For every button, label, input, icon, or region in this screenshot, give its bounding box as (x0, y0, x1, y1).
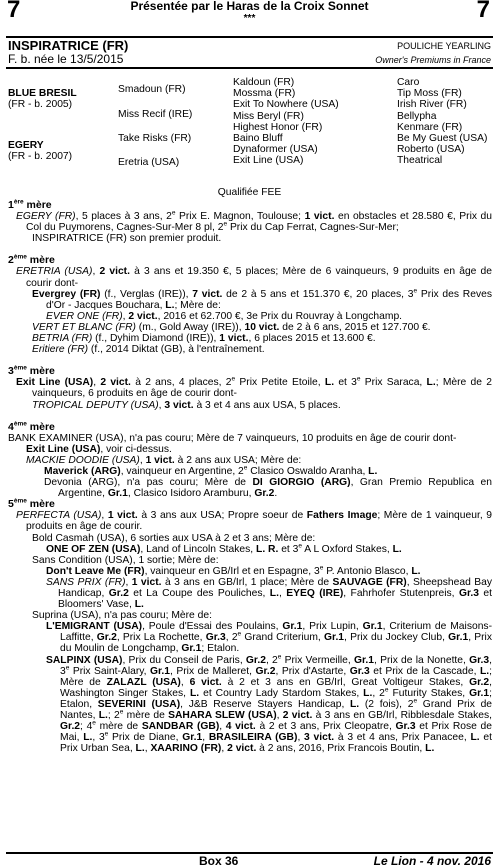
para-inspiratrice: INSPIRATRICE (FR) son premier produit. (32, 233, 222, 245)
gen2-2: Miss Recif (IRE) (118, 109, 193, 120)
para-perfecta: PERFECTA (USA), 1 vict. à 3 ans aux USA; Propre soeur de Fathers Image; Mère de 1 vainqueur, 9 produits en âge de courir. (16, 510, 492, 533)
section-1ere-mere: 1ère mère (8, 198, 52, 211)
gen3-3: Exit To Nowhere (USA) (233, 99, 339, 111)
para-sans-prix: SANS PRIX (FR), 1 vict. à 3 ans en GB/Irl, 1 place; Mère de SAUVAGE (FR), Sheepshead Bay Handicap, Gr.2 et La Coupe des Pouliches, L., EYEQ (IRE), Fahrhofer Stutenpreis, Gr.3 et Bloomers' Vase, L. (46, 576, 492, 611)
para-bank-examiner: BANK EXAMINER (USA), n'a pas couru; Mère de 7 vainqueurs, 10 produits en âge de courir dont- (8, 432, 457, 444)
para-devonia: Devonia (ARG), n'a pas couru; Mère de DI GIORGIO (ARG), Gran Premio Republica en Argentine, Gr.1, Clasico Isidoro Aramburu, Gr.2. (44, 477, 493, 500)
section-2eme-mere: 2ème mère (8, 253, 55, 267)
family-text (8, 200, 492, 754)
box-number-right: 7 (476, 0, 490, 23)
dam-name: EGERY (8, 140, 44, 151)
gen2-4: Eretria (USA) (118, 157, 180, 168)
gen4-7: Roberto (USA) (397, 144, 465, 156)
gen2-3: Take Risks (FR) (118, 133, 192, 144)
para-exit-line: Exit Line (USA), 2 vict. à 2 ans, 4 places, 2e Prix Petite Etoile, L. et 3e Prix Saraca, L.; Mère de 2 vainqueurs, 6 produits en âge de courir dont- (16, 375, 492, 400)
gen2-1: Smadoun (FR) (118, 84, 186, 95)
dam-block (8, 140, 72, 162)
gen4-5: Kenmare (FR) (397, 121, 463, 133)
para-suprina: Suprina (USA), n'a pas couru; Mère de: (32, 610, 212, 622)
section-3eme-mere: 3ème mère (8, 364, 55, 378)
sire-name: BLUE BRESIL (8, 88, 77, 99)
para-exit-line-2: Exit Line (USA), voir ci-dessus. (26, 443, 172, 455)
para-maverick: Maverick (ARG), vainqueur en Argentine, 2e Clasico Oswaldo Aranha, L. (44, 464, 378, 477)
gen4-4: Bellypha (397, 110, 437, 122)
para-betria: BETRIA (FR) (f., Dyhim Diamond (IRE)), 1 vict., 6 places 2015 et 13.600 €. (32, 333, 376, 345)
para-dont-leave-me: Don't Leave Me (FR), vainqueur en GB/Irl et en Espagne, 3e P. Antonio Blasco, L. (46, 564, 421, 577)
para-evergrey: Evergrey (FR) (f., Verglas (IRE)), 7 vict. de 2 à 5 ans et 151.370 €, 20 places, 3e Prix des Reves d'Or - Jacques Bouchara, L.; Mère de: (32, 287, 492, 311)
gen3-6: Baino Bluff (233, 132, 283, 144)
mid-rule (6, 67, 493, 69)
footer-venue: Le Lion - 4 nov. 2016 (373, 854, 491, 868)
gen4-column (397, 77, 487, 167)
owner-premiums: Owner's Premiums in France (375, 55, 491, 65)
dam-desc: (FR - b. 2007) (8, 151, 73, 163)
gen3-8: Exit Line (USA) (233, 155, 304, 167)
gen3-4: Miss Beryl (FR) (233, 110, 304, 122)
category: POULICHE YEARLING (397, 41, 491, 51)
gen4-3: Irish River (FR) (397, 99, 467, 111)
sire-block (8, 88, 77, 110)
gen4-6: Be My Guest (USA) (397, 132, 488, 144)
gen3-column (233, 77, 339, 167)
para-one-of-zen: ONE OF ZEN (USA), Land of Lincoln Stakes, L. R. et 3e A L Oxford Stakes, L. (46, 542, 402, 555)
para-egery: EGERY (FR), 5 places à 3 ans, 2e Prix E. Magnon, Toulouse; 1 vict. en obstacles et 28.580 €, Prix du Col du Puymorens, Cagnes-Sur-Mer 8 pl, 2e Prix du Cap Ferrat, Cagnes-Sur-Mer; (16, 209, 492, 234)
gen3-2: Mossma (FR) (233, 88, 296, 100)
qualified-label: Qualifiée FEE (217, 187, 282, 198)
para-bold-casmah: Bold Casmah (USA), 6 sorties aux USA à 2 et 3 ans; Mère de: (32, 532, 316, 544)
para-salpinx: SALPINX (USA), Prix du Conseil de Paris, Gr.2, 2e Prix Vermeille, Gr.1, Prix de la Nonette, Gr.3, 3e Prix Saint-Alary, Gr.1, Prix de Malleret, Gr.2, Prix d'Astarte, Gr.3 et Prix de la Cascade, L.; Mère de ZALAZL (USA), 6 vict. à 2 et 3 ans en GB/Irl, Great Voltigeur Stakes, Gr.2, Washington Singer Stakes, L. et Country Lady Stardom Stakes, L., 2e Futurity Stakes, Gr.1; Etalon, SEVERINI (USA), J&B Reserve Stayers Handicap, L. (2 fois), 2e Grand Prix de Nantes, L.; 2e mère de SAHARA SLEW (USA), 2 vict. à 3 ans en GB/Irl, Ribblesdale Stakes, Gr.2; 4e mère de SANDBAR (GB), 4 vict. à 2 et 3 ans, Prix Cleopatre, Gr.3 et Prix Rose de Mai, L., 3e Prix de Diane, Gr.1, BRASILEIRA (GB), 3 vict. à 3 et 4 ans, Prix Panacee, L. et Prix Urban Sea, L., XAARINO (FR), 2 vict. à 2 ans, 2016, Prix Francois Boutin, L. (46, 653, 493, 755)
gen3-7: Dynaformer (USA) (233, 144, 318, 156)
gen4-8: Theatrical (397, 155, 443, 167)
box-number-left: 7 (7, 0, 21, 23)
section-5eme-mere: 5ème mère (8, 497, 55, 511)
section-4eme-mere: 4ème mère (8, 420, 55, 433)
para-eritiere: Eritiere (FR) (f., 2014 Diktat (GB), à l'entraînement. (32, 344, 265, 356)
horse-name: INSPIRATRICE (FR) (8, 38, 129, 53)
footer-box: Box 36 (199, 854, 239, 868)
sire-desc: (FR - b. 2005) (8, 99, 73, 111)
gen3-1: Kaldoun (FR) (233, 77, 295, 88)
para-vert-et-blanc: VERT ET BLANC (FR) (m., Gold Away (IRE)), 10 vict. de 2 à 6 ans, 2015 et 127.700 €. (32, 321, 431, 333)
gen4-2: Tip Moss (FR) (397, 88, 462, 100)
para-sans-condition: Sans Condition (USA), 1 sortie; Mère de: (32, 554, 219, 566)
para-lemigrant: L'EMIGRANT (USA), Poule d'Essai des Poulains, Gr.1, Prix Lupin, Gr.1, Criterium de Maisons-Laffitte, Gr.2, Prix La Rochette, Gr.3, 2e Grand Criterium, Gr.1, Prix du Jockey Club, Gr.1, Prix du Moulin de Longchamp, Gr.1; Etalon. (46, 621, 492, 655)
horse-description: F. b. née le 13/5/2015 (8, 52, 124, 66)
gen3-5: Highest Honor (FR) (233, 121, 323, 133)
gen4-1: Caro (397, 77, 420, 88)
para-eretria: ERETRIA (USA), 2 vict. à 3 ans et 19.350 €, 5 places; Mère de 6 vainqueurs, 9 produits en âge de courir dont- (16, 266, 493, 289)
presented-by: Présentée par le Haras de la Croix Sonnet (130, 0, 369, 13)
para-ever-one: EVER ONE (FR), 2 vict., 2016 et 62.700 €, 3e Prix du Rouvray à Longchamp. (46, 310, 403, 322)
stars: *** (243, 13, 256, 24)
para-mackie-doodie: MACKIE DOODIE (USA), 1 vict. à 2 ans aux USA; Mère de: (26, 454, 302, 466)
para-tropical-deputy: TROPICAL DEPUTY (USA), 3 vict. à 3 et 4 ans aux USA, 5 places. (32, 399, 341, 411)
